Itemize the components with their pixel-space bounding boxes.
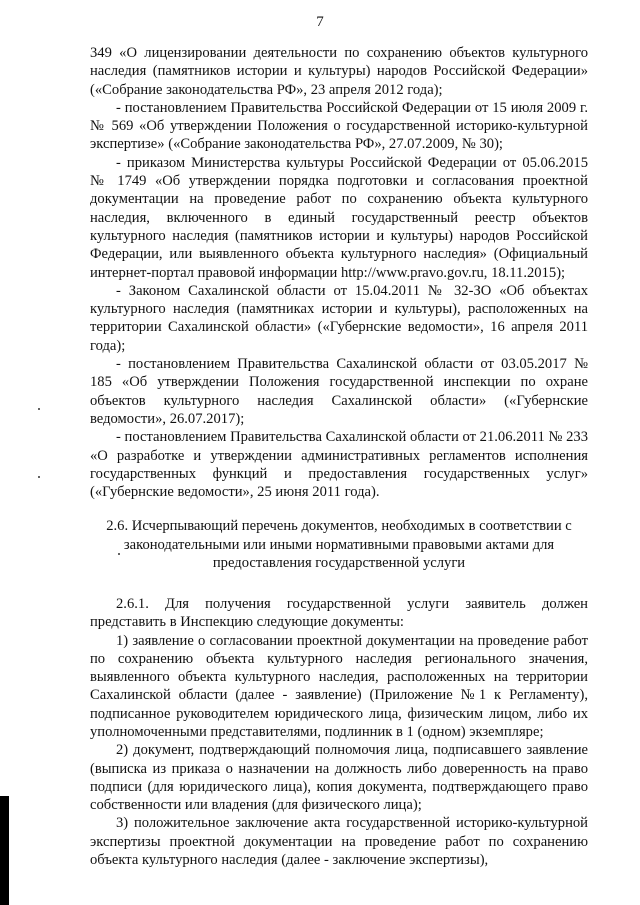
paragraph-resolution-569: - постановлением Правительства Российской Федерации от 15 июля 2009 г. № 569 «Об утверждении Положения о государственной историко-культурной экспертизе» («Собрание законодательства РФ», 27.07.2009, № 30);	[90, 99, 588, 153]
paragraph-resolution-185: - постановлением Правительства Сахалинской области от 03.05.2017 № 185 «Об утверждении Положения государственной инспекции по охране объектов культурного наследия Сахалинской области» («Губернские ведомости», 26.07.2017);	[90, 356, 588, 427]
paragraph-sakhalin-law-32: - Законом Сахалинской области от 15.04.2011 № 32-ЗО «Об объектах культурного наследия (памятниках истории и культуры), расположенных на территории Сахалинской области» («Губернские ведомости», 16 апреля 2011 года);	[90, 282, 588, 354]
paragraph-2-6-1: 2.6.1. Для получения государственной услуги заявитель должен представить в Инспекцию следующие документы:	[90, 595, 588, 631]
document-body	[90, 44, 588, 869]
scan-speck	[38, 408, 40, 410]
paragraph-law-continuation: 349 «О лицензировании деятельности по сохранению объектов культурного наследия (памятников истории и культуры) народов Российской Федерации» («Собрание законодательства РФ», 23 апреля 2012 года);	[90, 45, 588, 98]
scan-edge-mark	[0, 796, 9, 905]
paragraph-order-1749: - приказом Министерства культуры Российской Федерации от 05.06.2015 № 1749 «Об утверждении порядка подготовки и согласования проектной документации на проведение работ по сохранению объекта культурного наследия, включенного в единый государственный реестр объектов культурного наследия (памятников истории и культуры) народов Российской Федерации, или выявленного объекта культурного наследия» (Официальный интернет-портал правовой информации http://www.pravo.gov.ru, 18.11.2015);	[90, 154, 588, 281]
page-number: 7	[316, 14, 324, 30]
scan-speck	[118, 553, 120, 555]
list-item-authority-document: 2) документ, подтверждающий полномочия лица, подписавшего заявление (выписка из приказа о назначении на должность либо доверенность на право подписи (для юридического лица), копия документа, подтверждающего право собственности или владения (для физического лица);	[90, 742, 588, 814]
section-heading: 2.6. Исчерпывающий перечень документов, необходимых в соответствии с законодательными или иными нормативными правовыми актами для предоставления государственной услуги	[106, 518, 572, 572]
scan-speck	[38, 476, 40, 478]
list-item-expertise-conclusion: 3) положительное заключение акта государственной историко-культурной экспертизы проектной документации на проведение работ по сохранению объекта культурного наследия (далее - заключение экспертизы),	[90, 815, 588, 869]
paragraph-resolution-233: - постановлением Правительства Сахалинской области от 21.06.2011 № 233 «О разработке и утверждении административных регламентов исполнения государственных функций и предоставления государственных услуг» («Губернские ведомости», 25 июня 2011 года).	[90, 429, 588, 501]
list-item-application: 1) заявление о согласовании проектной документации на проведение работ по сохранению объекта культурного наследия регионального значения, выявленного объекта культурного наследия, расположенных на территории Сахалинской области (далее - заявление) (Приложение №1 к Регламенту), подписанное руководителем юридического лица, физическим лицом, либо их уполномоченными представителями, подлинник в 1 (одном) экземпляре;	[90, 632, 588, 740]
